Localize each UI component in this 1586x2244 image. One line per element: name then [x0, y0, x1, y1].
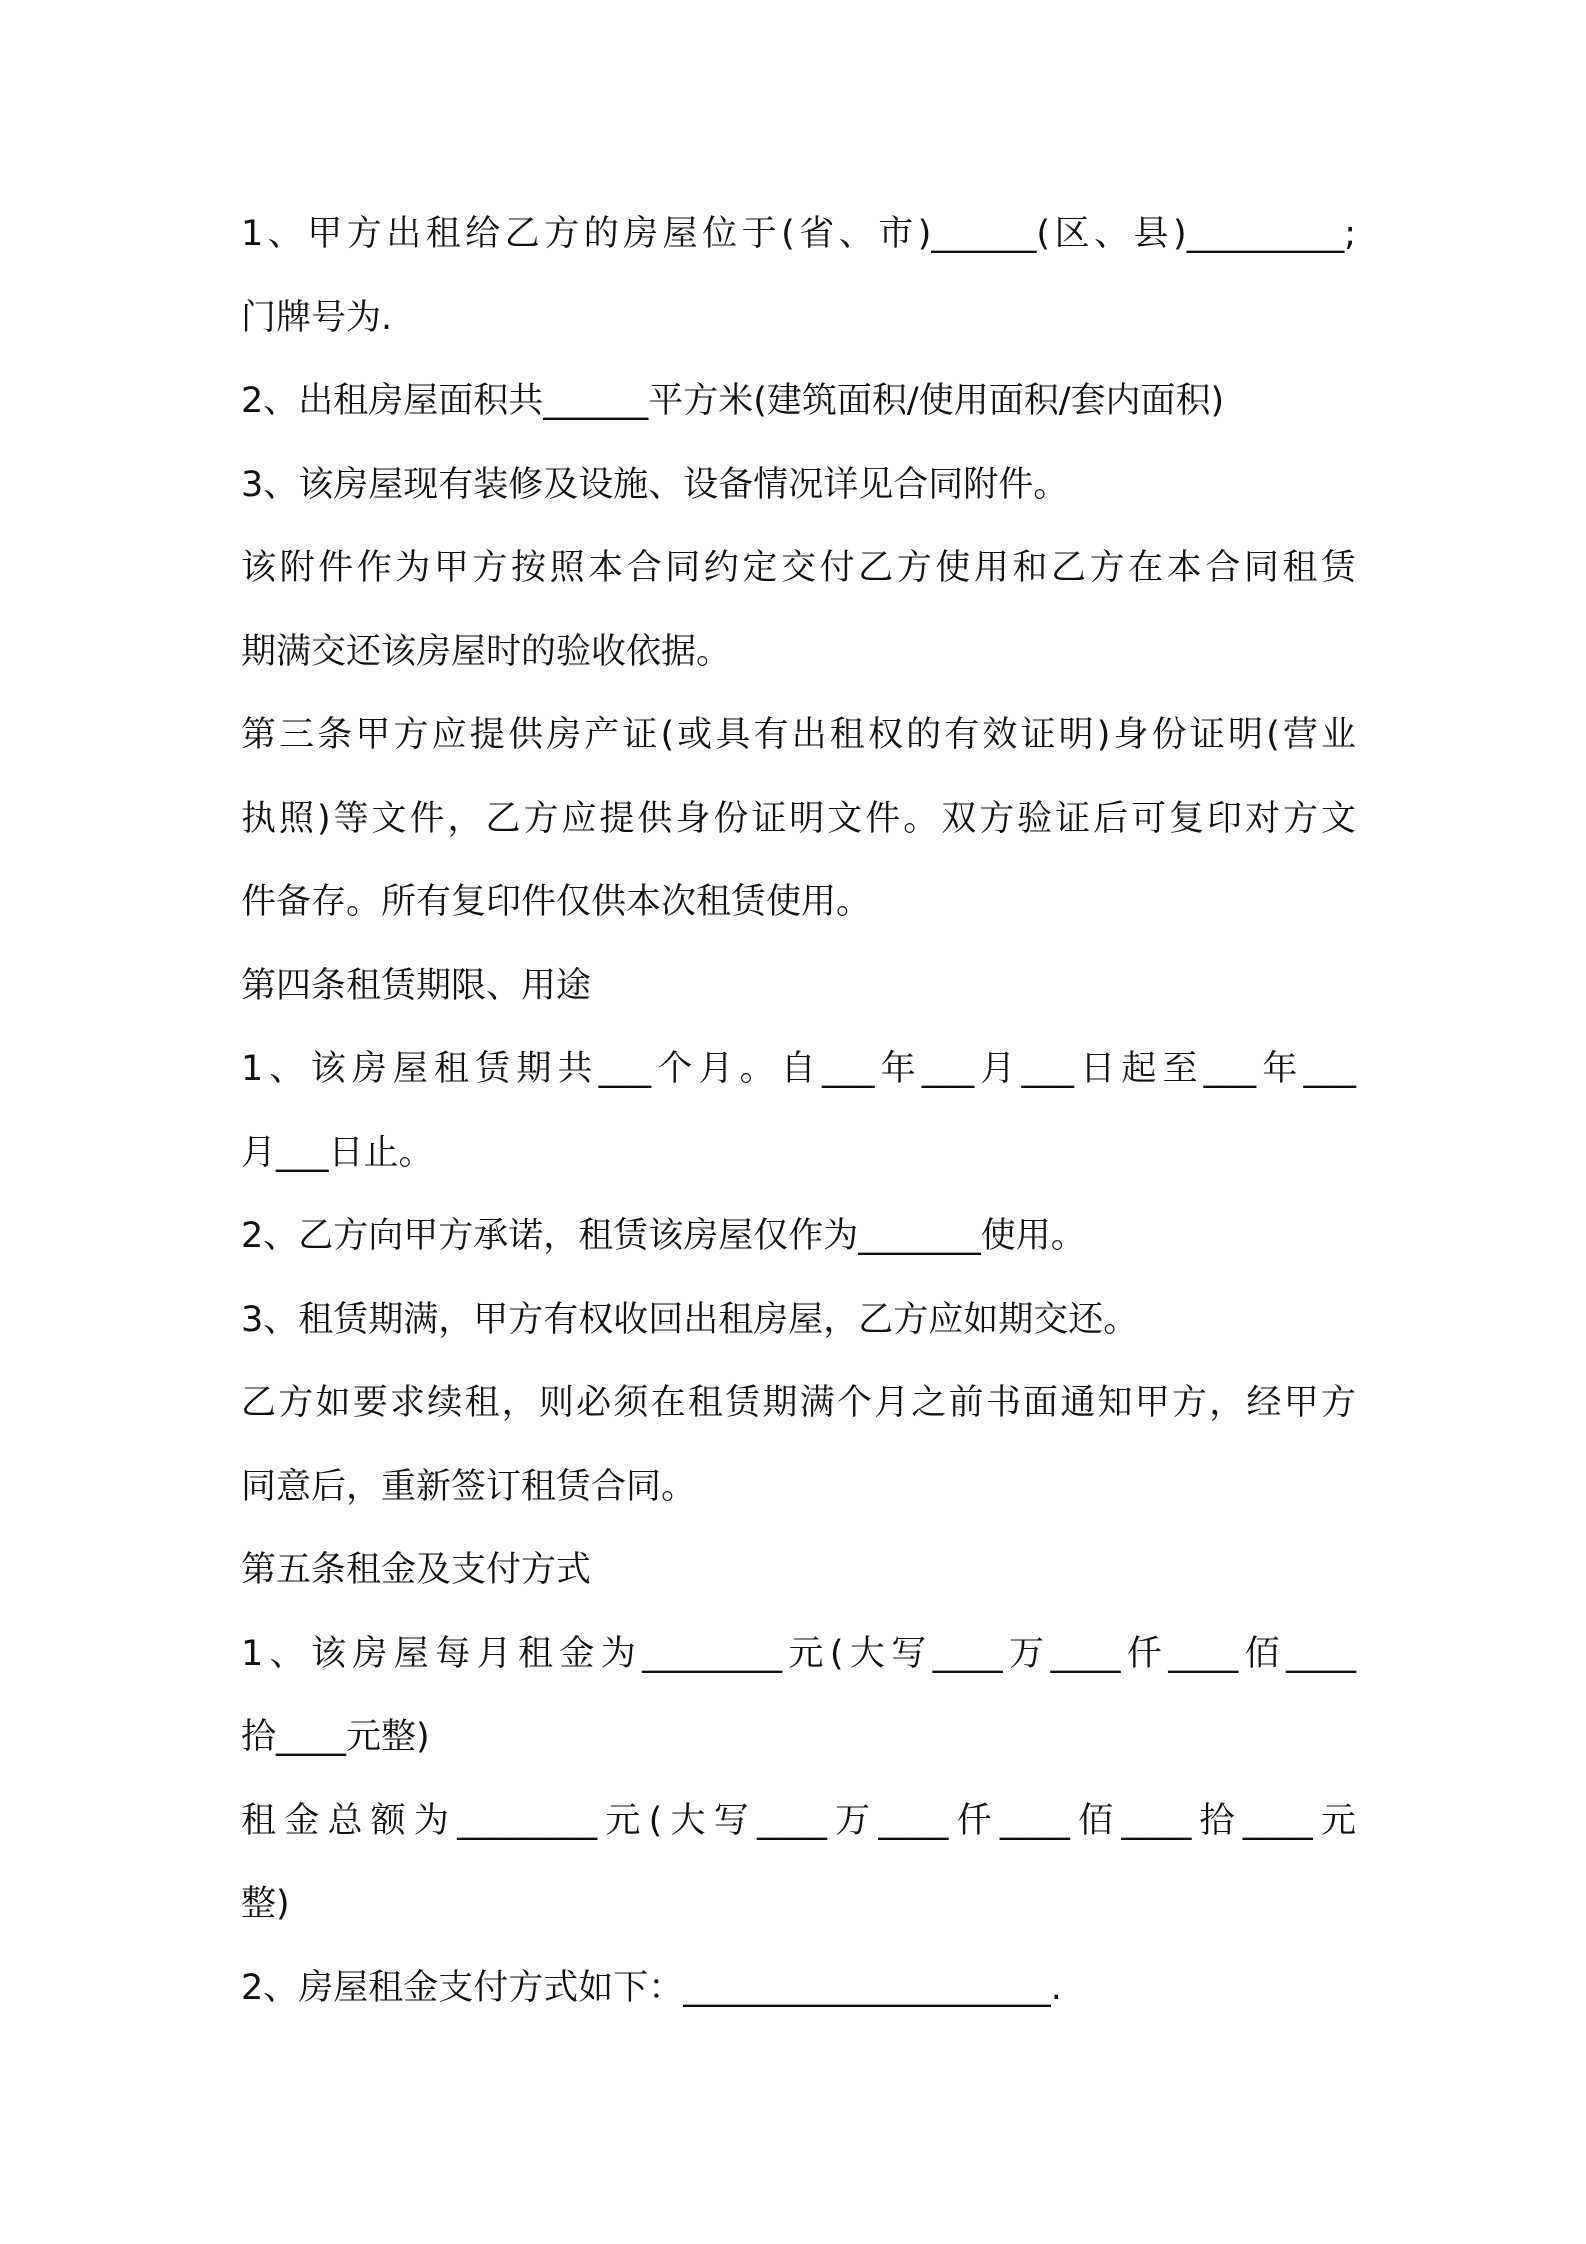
article-four-heading: 第四条租赁期限、用途 — [241, 965, 592, 1006]
payment-method-line: 2、房屋租金支付方式如下：_____________________. — [241, 1967, 1062, 2008]
article-five-heading: 第五条租金及支付方式 — [241, 1550, 592, 1590]
article-three-line-end: 件备存。所有复印件仅供本次租赁使用。 — [241, 882, 872, 922]
clause-house-number-line: 门牌号为. — [241, 297, 393, 338]
lease-term-line-cont: 月___日止。 — [241, 1132, 434, 1173]
total-rent-line-cont: 整) — [241, 1884, 290, 1924]
article-three-line-cont: 执照)等文件，乙方应提供身份证明文件。双方验证后可复印对方文 — [241, 798, 1356, 839]
monthly-rent-line: 1、该房屋每月租金为________元(大写____万____仟____佰____ — [241, 1633, 1356, 1674]
lease-use-line: 2、乙方向甲方承诺，租赁该房屋仅作为_______使用。 — [241, 1216, 1086, 1256]
monthly-rent-line-cont: 拾____元整) — [241, 1717, 430, 1757]
clause-attachment-line-cont: 期满交还该房屋时的验收依据。 — [241, 631, 732, 672]
clause-location-line: 1、甲方出租给乙方的房屋位于(省、市)______(区、县)_________; — [241, 214, 1356, 254]
clause-facilities-line: 3、该房屋现有装修及设施、设备情况详见合同附件。 — [241, 464, 1069, 505]
clause-attachment-line: 该附件作为甲方按照本合同约定交付乙方使用和乙方在本合同租赁 — [241, 548, 1356, 588]
total-rent-line: 租金总额为________元(大写____万____仟____佰____拾____元 — [241, 1800, 1356, 1841]
article-three-line: 第三条甲方应提供房产证(或具有出租权的有效证明)身份证明(营业 — [241, 715, 1356, 755]
renewal-line-cont: 同意后，重新签订租赁合同。 — [241, 1466, 697, 1507]
clause-area-line: 2、出租房屋面积共______平方米(建筑面积/使用面积/套内面积) — [241, 381, 1225, 421]
lease-expiry-line: 3、租赁期满，甲方有权收回出租房屋，乙方应如期交还。 — [241, 1299, 1139, 1340]
renewal-line: 乙方如要求续租，则必须在租赁期满个月之前书面通知甲方，经甲方 — [241, 1383, 1356, 1423]
lease-term-line: 1、该房屋租赁期共___个月。自___年___月___日起至___年___ — [241, 1049, 1356, 1089]
